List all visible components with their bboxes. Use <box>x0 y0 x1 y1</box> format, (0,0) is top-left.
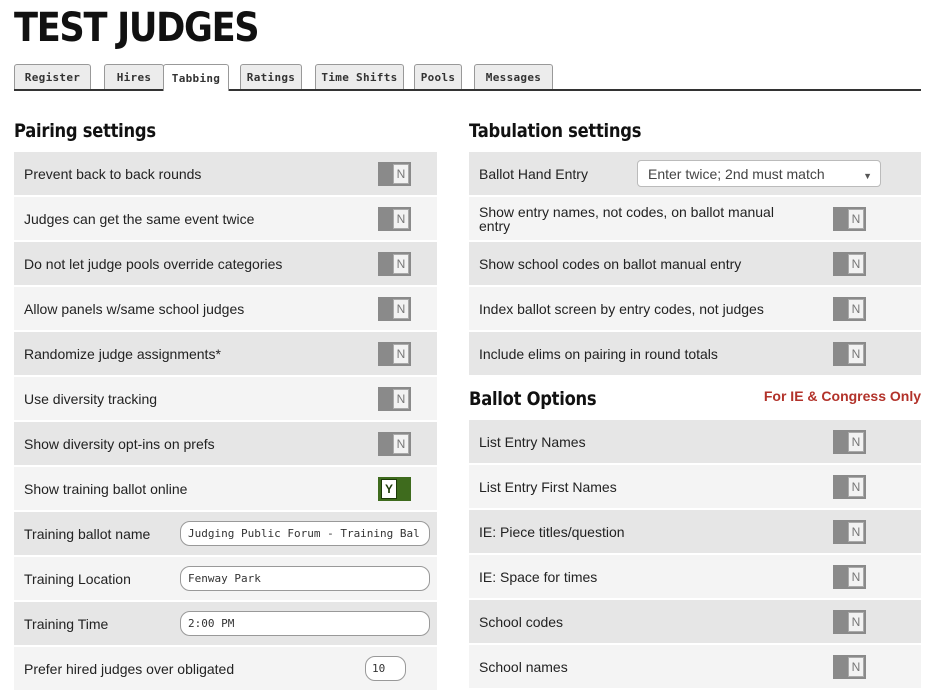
index-by-entry-codes-toggle[interactable] <box>833 297 866 321</box>
list-item <box>469 242 921 286</box>
list-entry-names-toggle[interactable] <box>833 430 866 454</box>
list-item <box>14 647 437 691</box>
randomize-judges-toggle[interactable] <box>378 342 411 366</box>
list-item <box>469 287 921 331</box>
toggle-state: N <box>848 612 864 632</box>
setting-label: Do not let judge pools override categories <box>24 256 283 272</box>
ie-congress-note: For IE & Congress Only <box>763 388 921 404</box>
setting-label: Judges can get the same event twice <box>24 211 255 227</box>
toggle-state: N <box>848 209 864 229</box>
list-item <box>469 465 921 509</box>
list-item <box>469 510 921 554</box>
setting-label: School codes <box>479 614 564 630</box>
toggle-state: N <box>848 344 864 364</box>
toggle-state: N <box>848 522 864 542</box>
chevron-down-icon: ▼ <box>863 171 872 181</box>
list-item <box>469 420 921 464</box>
list-entry-first-names-toggle[interactable] <box>833 475 866 499</box>
setting-label: List Entry First Names <box>479 479 617 495</box>
toggle-state: N <box>393 344 409 364</box>
ballot-hand-entry-select[interactable] <box>637 160 881 187</box>
list-item <box>469 555 921 599</box>
school-names-toggle[interactable] <box>833 655 866 679</box>
ballot-options-header <box>469 388 921 412</box>
toggle-state: Y <box>381 479 397 499</box>
toggle-state: N <box>393 254 409 274</box>
list-item <box>14 377 437 421</box>
show-entry-names-toggle[interactable] <box>833 207 866 231</box>
toggle-state: N <box>393 299 409 319</box>
select-value: Enter twice; 2nd must match <box>648 165 825 182</box>
piece-titles-toggle[interactable] <box>833 520 866 544</box>
list-item <box>14 197 437 241</box>
list-item <box>14 287 437 331</box>
list-item <box>469 197 921 241</box>
toggle-state: N <box>393 164 409 184</box>
list-item <box>14 422 437 466</box>
setting-label: Allow panels w/same school judges <box>24 301 245 317</box>
toggle-state: N <box>393 389 409 409</box>
same-school-panels-toggle[interactable] <box>378 297 411 321</box>
toggle-state: N <box>848 432 864 452</box>
list-item <box>469 152 921 196</box>
setting-label: Training ballot name <box>24 526 151 542</box>
tabulation-settings-title: Tabulation settings <box>469 120 642 142</box>
list-item <box>469 600 921 644</box>
training-ballot-online-toggle[interactable] <box>378 477 411 501</box>
prefer-hired-judges-input[interactable]: 10 <box>365 656 406 681</box>
training-ballot-name-input[interactable]: Judging Public Forum - Training Bal <box>180 521 430 546</box>
setting-label: IE: Piece titles/question <box>479 524 625 540</box>
school-codes-toggle[interactable] <box>833 610 866 634</box>
page-title: TEST JUDGES <box>14 5 259 51</box>
training-time-input[interactable]: 2:00 PM <box>180 611 430 636</box>
setting-label: Prefer hired judges over obligated <box>24 661 235 677</box>
list-item <box>14 152 437 196</box>
setting-label: Ballot Hand Entry <box>479 166 588 182</box>
toggle-state: N <box>848 254 864 274</box>
pairing-settings-list <box>14 152 437 687</box>
tab-pools[interactable]: Pools <box>414 64 462 89</box>
list-item <box>14 512 437 556</box>
toggle-state: N <box>848 567 864 587</box>
tab-ratings[interactable]: Ratings <box>240 64 302 89</box>
pairing-settings-title: Pairing settings <box>14 120 156 142</box>
show-school-codes-toggle[interactable] <box>833 252 866 276</box>
setting-label: Show school codes on ballot manual entry <box>479 256 742 272</box>
space-for-times-toggle[interactable] <box>833 565 866 589</box>
ballot-options-title: Ballot Options <box>469 388 597 410</box>
tab-time-shifts[interactable]: Time Shifts <box>315 64 404 89</box>
prevent-back-to-back-toggle[interactable] <box>378 162 411 186</box>
include-elims-toggle[interactable] <box>833 342 866 366</box>
setting-label: Training Time <box>24 616 109 632</box>
diversity-optins-toggle[interactable] <box>378 432 411 456</box>
setting-label: Use diversity tracking <box>24 391 158 407</box>
setting-label: Index ballot screen by entry codes, not judges <box>479 301 764 317</box>
tabulation-settings-list <box>469 152 921 377</box>
toggle-state: N <box>848 299 864 319</box>
list-item <box>14 557 437 601</box>
setting-label: Show entry names, not codes, on ballot manual entry <box>479 204 774 234</box>
tab-messages[interactable]: Messages <box>474 64 553 89</box>
ballot-options-list <box>469 420 921 688</box>
tab-bar <box>14 64 921 91</box>
setting-label: Randomize judge assignments* <box>24 346 221 362</box>
setting-label: Prevent back to back rounds <box>24 166 202 182</box>
toggle-state: N <box>848 657 864 677</box>
pools-override-toggle[interactable] <box>378 252 411 276</box>
setting-label: List Entry Names <box>479 434 586 450</box>
diversity-tracking-toggle[interactable] <box>378 387 411 411</box>
setting-label: Include elims on pairing in round totals <box>479 346 718 362</box>
tab-hires[interactable]: Hires <box>104 64 164 89</box>
setting-label: IE: Space for times <box>479 569 598 585</box>
tab-register[interactable]: Register <box>14 64 91 89</box>
list-item <box>14 467 437 511</box>
setting-label: Training Location <box>24 571 131 587</box>
list-item <box>469 645 921 689</box>
list-item <box>14 242 437 286</box>
setting-label: Show training ballot online <box>24 481 188 497</box>
toggle-state: N <box>393 434 409 454</box>
list-item <box>469 332 921 376</box>
same-event-twice-toggle[interactable] <box>378 207 411 231</box>
setting-label: School names <box>479 659 568 675</box>
training-location-input[interactable]: Fenway Park <box>180 566 430 591</box>
toggle-state: N <box>393 209 409 229</box>
list-item <box>14 332 437 376</box>
tab-tabbing[interactable]: Tabbing <box>163 64 229 91</box>
setting-label: Show diversity opt-ins on prefs <box>24 436 215 452</box>
toggle-state: N <box>848 477 864 497</box>
list-item <box>14 602 437 646</box>
